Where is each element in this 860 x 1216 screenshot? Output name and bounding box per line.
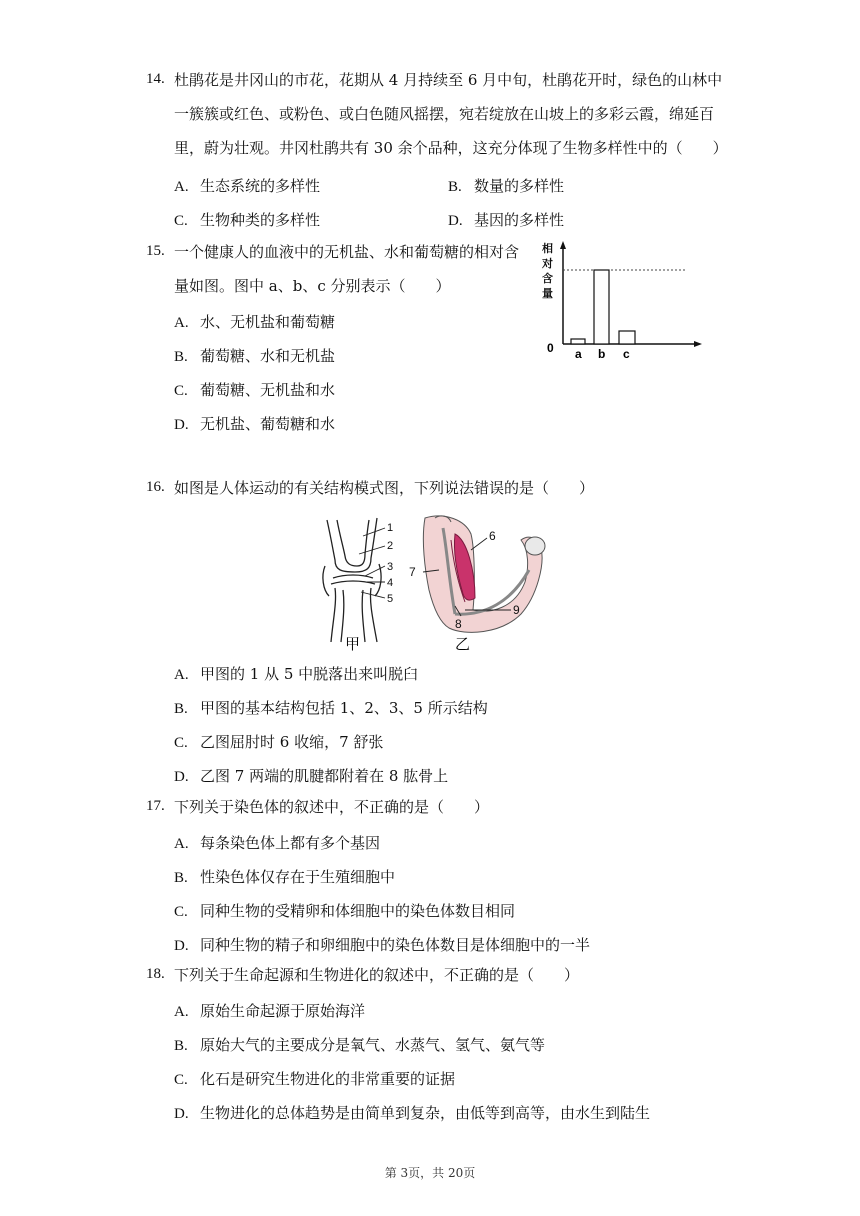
option-d[interactable]: D. 无机盐、葡萄糖和水: [174, 415, 336, 433]
page-footer: 第 3页，共 20页: [384, 1166, 476, 1180]
stem-line: 里，蔚为壮观。井冈杜鹃共有 30 余个品种，这充分体现了生物多样性中的（ ）: [174, 139, 728, 157]
question-number: 18.: [146, 966, 165, 982]
ylabel-char: 含: [542, 273, 553, 285]
relative-content-bar-figure: [536, 238, 716, 368]
stem-line: 一簇簇或红色、或粉色、或白色随风摇摆，宛若绽放在山坡上的多彩云霞，绵延百: [174, 105, 715, 123]
question-number: 16.: [146, 479, 165, 495]
category-label-a: a: [575, 347, 582, 361]
arm-diagram: [423, 516, 545, 632]
option-a[interactable]: A. 生态系统的多样性: [174, 177, 321, 195]
stem-line: 如图是人体运动的有关结构模式图，下列说法错误的是（ ）: [174, 479, 595, 497]
stem-line: 一个健康人的血液中的无机盐、水和葡萄糖的相对含: [174, 243, 520, 261]
jia-label-1: 1: [387, 522, 394, 534]
option-c[interactable]: C. 生物种类的多样性: [174, 211, 321, 229]
origin-label: 0: [547, 341, 554, 355]
movement-structure-figure: [315, 510, 555, 655]
option-c[interactable]: C. 化石是研究生物进化的非常重要的证据: [174, 1070, 456, 1088]
option-a[interactable]: A. 每条染色体上都有多个基因: [174, 834, 381, 852]
bar-b: [594, 270, 609, 344]
option-b[interactable]: B. 原始大气的主要成分是氧气、水蒸气、氢气、氨气等: [174, 1036, 546, 1054]
caption-yi: 乙: [455, 636, 471, 653]
stem-line: 下列关于染色体的叙述中，不正确的是（ ）: [174, 798, 490, 816]
bar-c: [619, 331, 635, 344]
question-stem: [174, 235, 519, 303]
y-axis-arrow: [560, 241, 566, 249]
jia-label-2: 2: [387, 540, 394, 552]
jia-label-4: 4: [387, 577, 394, 589]
option-c[interactable]: C. 葡萄糖、无机盐和水: [174, 381, 336, 399]
question-stem: [174, 471, 594, 505]
option-b[interactable]: B. 数量的多样性: [448, 177, 565, 195]
caption-jia: 甲: [345, 636, 361, 653]
question-stem: [174, 958, 579, 992]
jia-label-3: 3: [387, 561, 394, 573]
jia-label-5: 5: [387, 593, 394, 605]
ylabel-char: 量: [542, 288, 553, 300]
option-b[interactable]: B. 葡萄糖、水和无机盐: [174, 347, 336, 365]
option-b[interactable]: B. 性染色体仅存在于生殖细胞中: [174, 868, 396, 886]
question-number: 17.: [146, 798, 165, 814]
option-c[interactable]: C. 乙图屈肘时 6 收缩，7 舒张: [174, 733, 384, 751]
option-a[interactable]: A. 水、无机盐和葡萄糖: [174, 313, 336, 331]
bar-a: [571, 339, 585, 344]
stem-line: 量如图。图中 a、b、c 分别表示（ ）: [174, 277, 451, 295]
option-a[interactable]: A. 甲图的 1 从 5 中脱落出来叫脱臼: [174, 665, 419, 683]
stem-line: 杜鹃花是井冈山的市花，花期从 4 月持续至 6 月中旬，杜鹃花开时，绿色的山林中: [174, 71, 723, 89]
option-d[interactable]: D. 乙图 7 两端的肌腱都附着在 8 肱骨上: [174, 767, 449, 785]
option-d[interactable]: D. 同种生物的精子和卵细胞中的染色体数目是体细胞中的一半: [174, 936, 591, 954]
yi-label-8: 8: [455, 617, 462, 631]
option-c[interactable]: C. 同种生物的受精卵和体细胞中的染色体数目相同: [174, 902, 516, 920]
yi-label-6: 6: [489, 529, 496, 543]
question-stem: [174, 790, 489, 824]
ylabel-char: 相: [542, 243, 553, 255]
yi-label-9: 9: [513, 603, 520, 617]
joint-diagram: [323, 518, 381, 642]
yi-label-7: 7: [409, 565, 416, 579]
option-b[interactable]: B. 甲图的基本结构包括 1、2、3、5 所示结构: [174, 699, 488, 717]
y-axis-label: [541, 241, 553, 300]
option-d[interactable]: D. 生物进化的总体趋势是由简单到复杂，由低等到高等，由水生到陆生: [174, 1104, 651, 1122]
question-number: 14.: [146, 71, 165, 87]
option-a[interactable]: A. 原始生命起源于原始海洋: [174, 1002, 366, 1020]
question-number: 15.: [146, 243, 165, 259]
category-label-c: c: [623, 347, 630, 361]
stem-line: 下列关于生命起源和生物进化的叙述中，不正确的是（ ）: [174, 966, 580, 984]
ylabel-char: 对: [542, 258, 553, 270]
option-d[interactable]: D. 基因的多样性: [448, 211, 565, 229]
x-axis-arrow: [694, 341, 702, 347]
question-stem: [174, 63, 728, 165]
category-label-b: b: [598, 347, 606, 361]
